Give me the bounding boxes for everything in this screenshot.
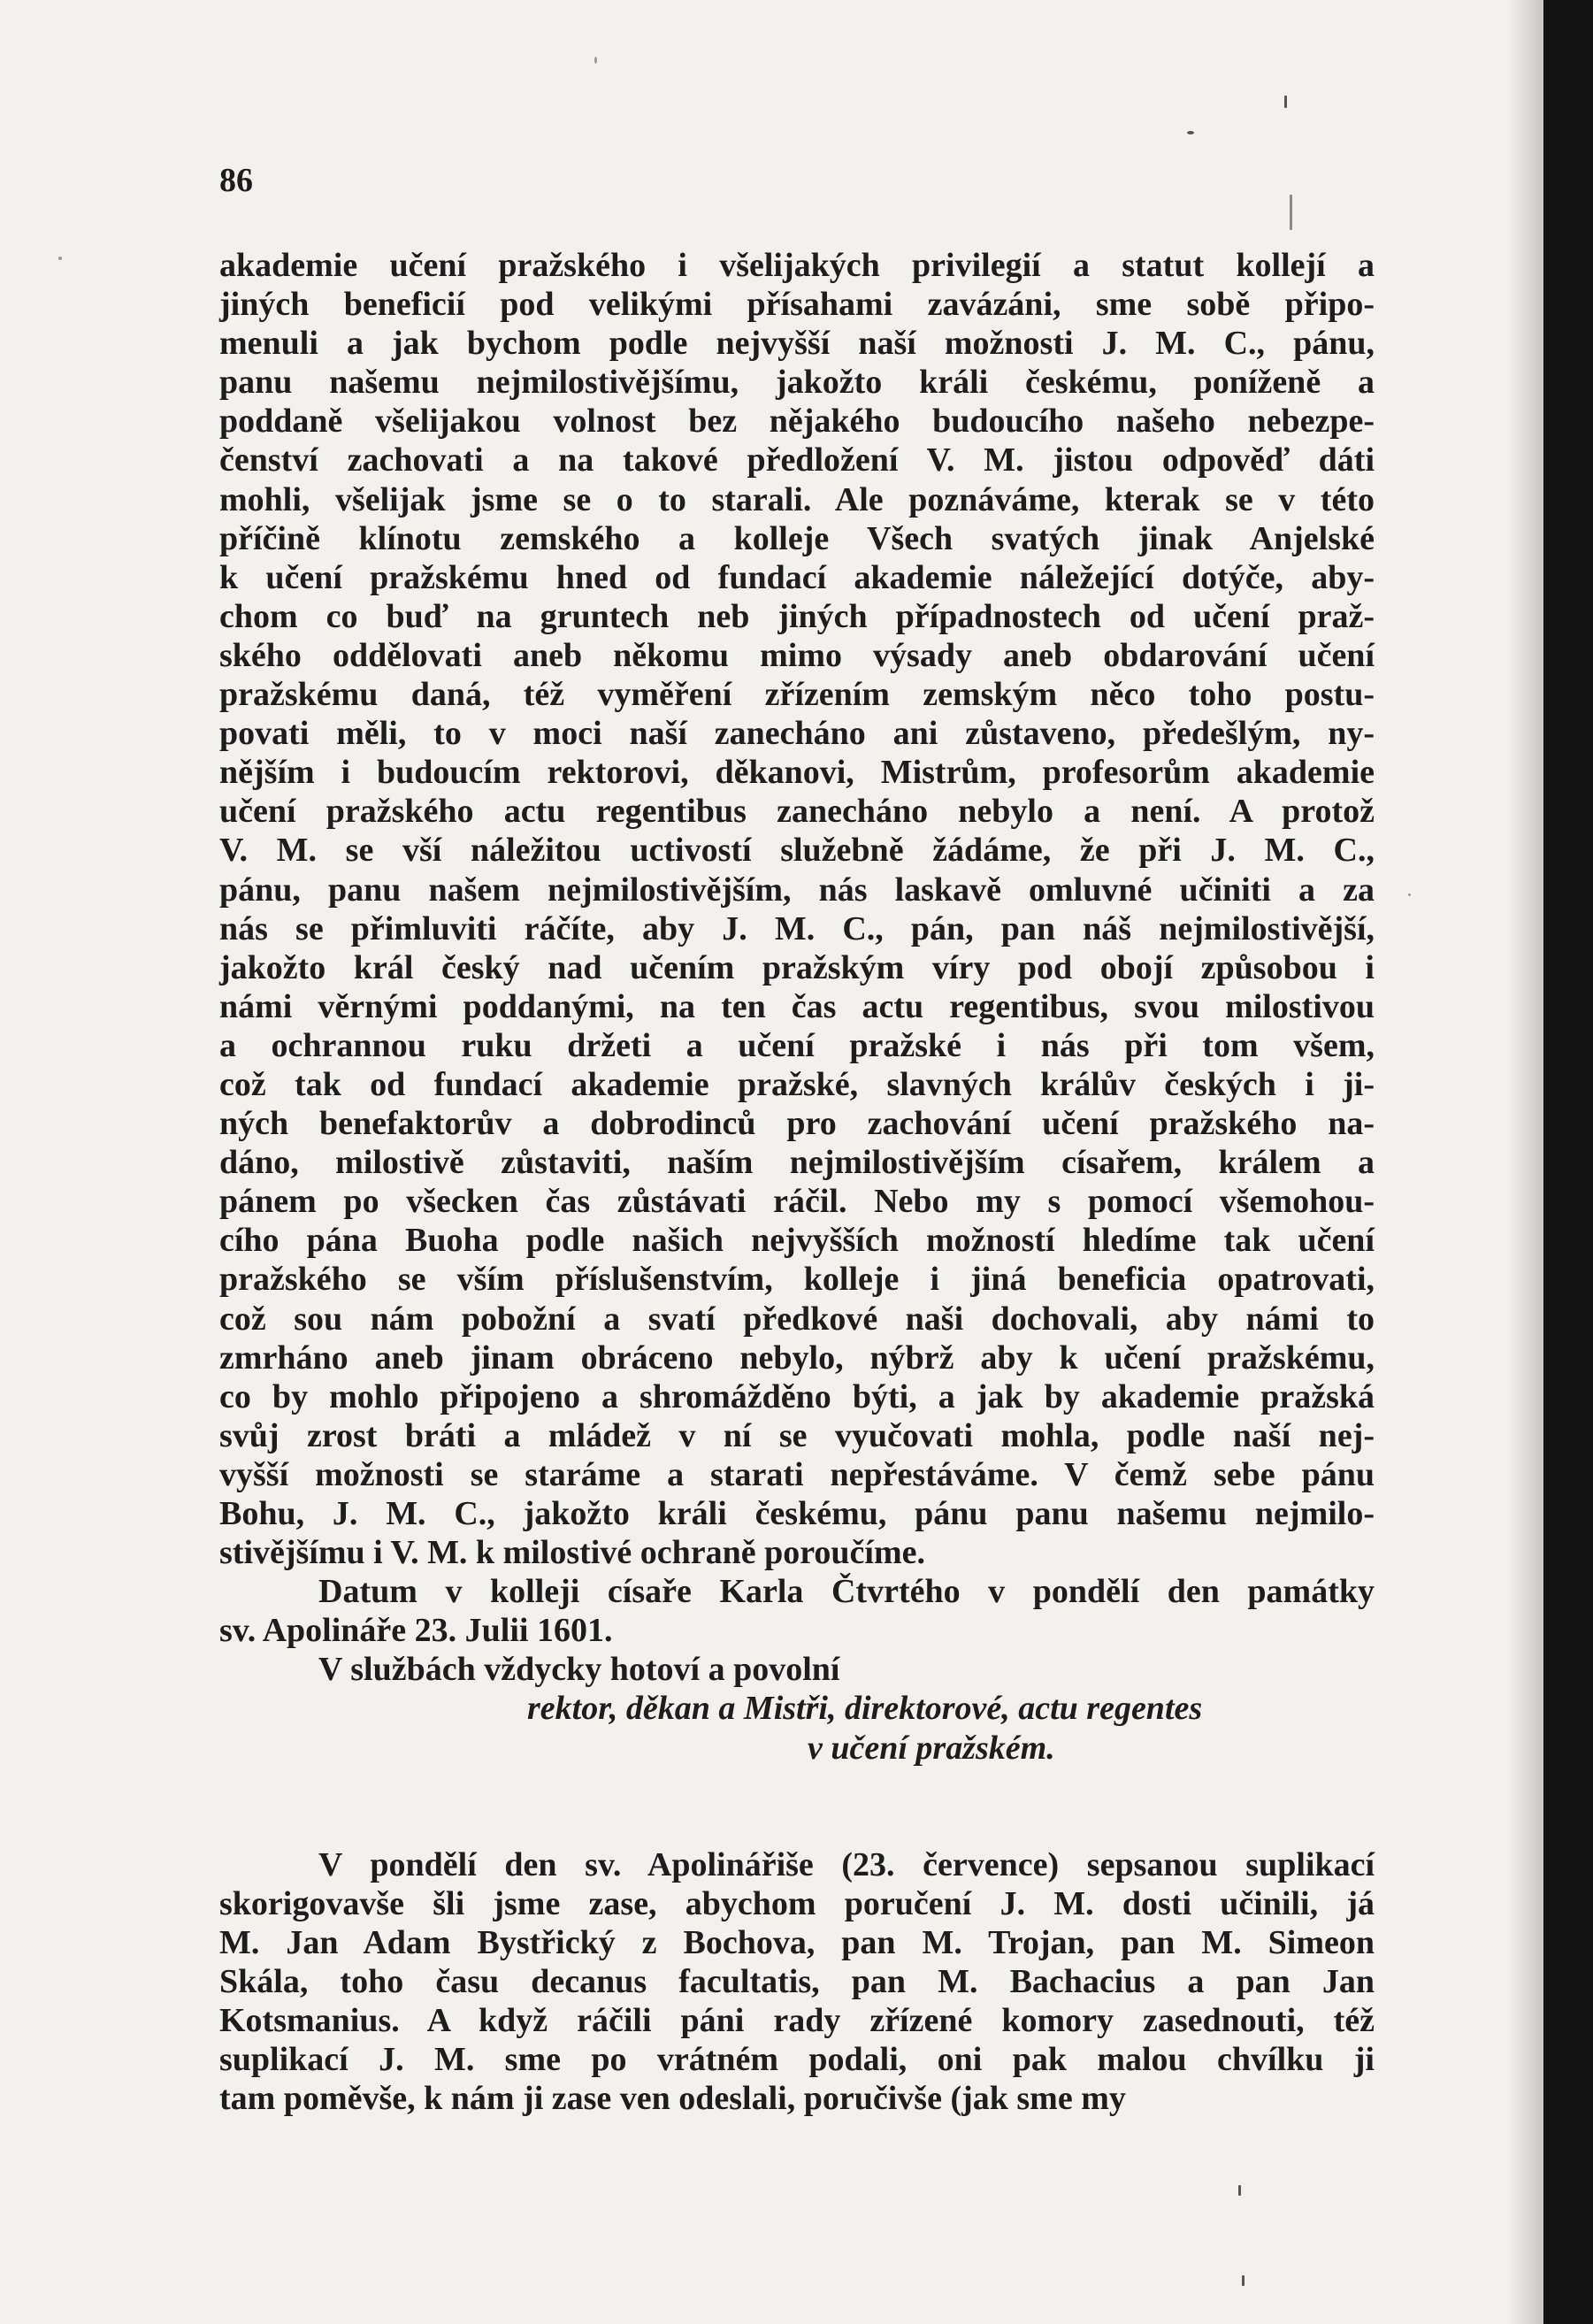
text-line: tam poměvše, k nám ji zase ven odeslali, poručivše (jak sme my: [219, 2080, 1126, 2118]
date-paragraph: [219, 1572, 1375, 1650]
body-text: [219, 246, 1375, 2118]
section-gap: [219, 1768, 1375, 1845]
text-line: nás se přimluviti ráčíte, aby J. M. C., pán, pan náš nejmilostivější,: [219, 909, 1375, 947]
text-line: pražského se vším příslušenstvím, kolleje i jiná beneficia opatrovati,: [219, 1261, 1375, 1299]
page-number: 86: [219, 162, 253, 199]
scan-speck: [1408, 894, 1411, 896]
text-line: cího pána Buoha podle našich nejvyšších možností hledíme tak učení: [219, 1222, 1375, 1260]
text-line: menuli a jak bychom podle nejvyšší naší možnosti J. M. C., pánu,: [219, 325, 1375, 363]
scan-speck: [1290, 195, 1292, 230]
letter-paragraph: [219, 246, 1375, 1572]
text-line: Skála, toho času decanus facultatis, pan M. Bachacius a pan Jan: [219, 1962, 1375, 2000]
text-line: akademie učení pražského i všelijakých privilegií a statut kollejí a: [219, 247, 1375, 284]
text-line: Bohu, J. M. C., jakožto králi českému, pánu panu našemu nejmilo-: [219, 1495, 1375, 1532]
text-line: jiných beneficií pod velikými přísahami zavázáni, sme sobě připo-: [219, 286, 1375, 324]
scan-speck: [1242, 2275, 1245, 2286]
text-line: což tak od fundací akademie pražské, slavných králův českých i ji-: [219, 1065, 1375, 1103]
text-line: zmrháno aneb jinam obráceno nebylo, nýbrž aby k učení pražskému,: [219, 1338, 1375, 1377]
text-line: suplikací J. M. sme po vrátném podali, oni pak malou chvílku ji: [219, 2041, 1375, 2079]
scan-speck: [1284, 96, 1287, 108]
text-line: učení pražského actu regentibus zanecháno nebylo a není. A protož: [219, 793, 1375, 831]
text-line: pánu, panu našem nejmilostivějším, nás laskavě omluvné učiniti a za: [219, 871, 1375, 909]
text-line: čenství zachovati a na takové předložení V. M. jistou odpověď dáti: [219, 441, 1375, 479]
narrative-paragraph: [219, 1845, 1375, 2119]
text-line: V. M. se vší náležitou uctivostí služebně žádáme, že při J. M. C.,: [219, 832, 1375, 870]
text-line: svůj zrost bráti a mládež v ní se vyučovati mohla, podle naší nej-: [219, 1416, 1375, 1454]
text-line: pražskému daná, též vyměření zřízením zemským něco toho postu-: [219, 676, 1375, 714]
text-line: ných benefaktorův a dobrodinců pro zachování učení pražského na-: [219, 1105, 1375, 1143]
text-line: příčině klínotu zemského a kolleje Všech svatých jinak Anjelské: [219, 519, 1375, 557]
text-line: nějším i budoucím rektorovi, děkanovi, Mistrům, profesorům akademie: [219, 754, 1375, 792]
text-line: Datum v kolleji císaře Karla Čtvrtého v pondělí den památky: [318, 1573, 1375, 1611]
text-line: ského oddělovati aneb někomu mimo výsady aneb obdarování učení: [219, 636, 1375, 674]
text-line: mohli, všelijak jsme se o to starali. Ale poznáváme, kterak se v této: [219, 480, 1375, 518]
text-line: což sou nám pobožní a svatí předkové naši dochovali, aby námi to: [219, 1300, 1375, 1338]
scan-speck: [58, 257, 62, 260]
text-line: dáno, milostivě zůstaviti, naším nejmilostivějším císařem, králem a: [219, 1144, 1375, 1182]
text-line: sv. Apolináře 23. Julii 1601.: [219, 1612, 613, 1650]
signature-line: rektor, děkan a Mistři, direktorové, actu regentes: [527, 1690, 1203, 1728]
text-line: vyšší možnosti se staráme a starati nepřestáváme. V čemž sebe pánu: [219, 1455, 1375, 1493]
text-line: námi věrnými poddanými, na ten čas actu regentibus, svou milostivou: [219, 987, 1375, 1025]
text-line: chom co buď na gruntech neb jiných případnostech od učení praž-: [219, 597, 1375, 635]
scan-speck: [1187, 131, 1194, 134]
scan-speck: [594, 57, 597, 64]
text-line: pánem po všecken čas zůstávati ráčil. Nebo my s pomocí všemohou-: [219, 1183, 1375, 1221]
page-edge-shadow: [1508, 0, 1543, 2324]
text-line: povati měli, to v moci naší zanecháno ani zůstaveno, předešlým, ny-: [219, 715, 1375, 753]
text-line: jakožto král český nad učením pražským víry pod obojí způsobou i: [219, 948, 1375, 986]
text-line: panu našemu nejmilostivějšímu, jakožto králi českému, poníženě a: [219, 364, 1375, 402]
text-line: V pondělí den sv. Apolinářiše (23. července) sepsanou suplikací: [318, 1845, 1375, 1883]
text-line: co by mohlo připojeno a shromážděno býti, a jak by akademie pražská: [219, 1377, 1375, 1415]
text-line: Kotsmanius. A když ráčili páni rady zřízené komory zasednouti, též: [219, 2002, 1375, 2040]
text-line: poddaně všelijakou volnost bez nějakého budoucího našeho nebezpe-: [219, 403, 1375, 441]
scan-speck: [1238, 2185, 1241, 2196]
text-line: stivějšímu i V. M. k milostivé ochraně poroučíme.: [219, 1534, 925, 1572]
text-line: a ochrannou ruku držeti a učení pražské i nás při tom všem,: [219, 1026, 1375, 1064]
text-line: skorigovavše šli jsme zase, abychom poručení J. M. dosti učinili, já: [219, 1884, 1375, 1922]
closing-line: V službách vždycky hotoví a povolní: [318, 1651, 840, 1689]
text-line: M. Jan Adam Bystřický z Bochova, pan M. Trojan, pan M. Simeon: [219, 1923, 1375, 1961]
text-line: k učení pražskému hned od fundací akademie náležející dotýče, aby-: [219, 558, 1375, 596]
signature-line: v učení pražském.: [808, 1729, 1055, 1767]
